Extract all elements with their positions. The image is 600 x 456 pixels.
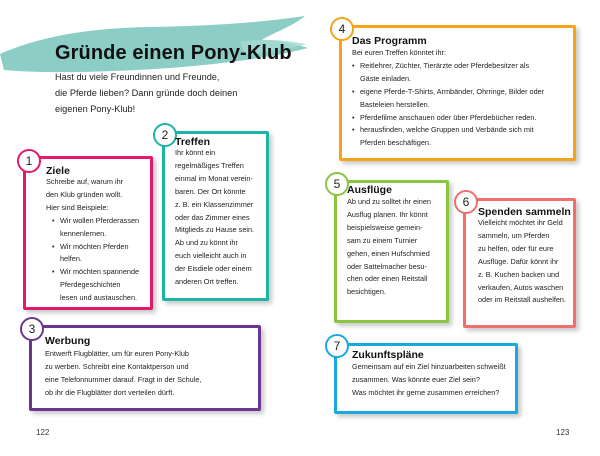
bullet-item	[354, 112, 574, 125]
text-line: • herausfinden, welche Gruppen und Verbände sich mit	[360, 125, 534, 135]
box-text	[46, 176, 156, 305]
box-title: Ausflüge	[347, 184, 392, 196]
text-line: Ihr könnt ein	[175, 148, 216, 157]
text-line: • Wir wollen Pferderassen	[60, 215, 140, 225]
text-line: helfen.	[60, 254, 82, 264]
text-line: Entwerft Flugblätter, um für euren Pony-Klub	[45, 349, 189, 358]
text-line: Gäste einladen.	[360, 73, 412, 83]
text-line: regelmäßiges Treffen	[175, 160, 244, 170]
box-ausfluege	[333, 177, 449, 323]
box-title: Werbung	[45, 335, 91, 347]
step-number-badge: 3	[20, 317, 44, 341]
text-line: ob ihr die Flugblätter dort verteilen dürft.	[45, 387, 175, 397]
box-text	[352, 47, 574, 150]
text-line: Schreibe auf, warum ihr	[46, 177, 124, 186]
text-line: Ab und zu solltet ihr einen	[347, 197, 431, 206]
page-title: Gründe einen Pony-Klub	[55, 42, 292, 64]
intro-line: Hast du viele Freundinnen und Freunde,	[55, 72, 220, 82]
bullet-item	[54, 215, 156, 241]
intro-line: die Pferde lieben? Dann gründe doch deinen	[55, 88, 238, 98]
text-line: Pferden beschäftigen.	[360, 138, 431, 148]
text-line: Ab und zu könnt ihr	[175, 238, 238, 248]
bullet-item	[354, 124, 574, 150]
box-text	[352, 361, 518, 400]
text-line: Pferdegeschichten	[60, 280, 121, 290]
text-line: zusammen. Was könnte euer Ziel sein?	[352, 374, 480, 384]
box-treffen	[161, 128, 269, 301]
box-title: Zukunftspläne	[352, 349, 424, 361]
box-programm	[338, 22, 576, 161]
text-line: Hier sind Beispiele:	[46, 202, 109, 212]
text-line: verkaufen, Autos waschen	[478, 282, 564, 292]
box-text	[478, 217, 576, 307]
text-line: Basteleien herstellen.	[360, 99, 430, 109]
text-line: oder Sattelmacher besu-	[347, 261, 427, 271]
text-line: anderen Ort treffen.	[175, 277, 239, 287]
page-number-right: 123	[556, 428, 570, 437]
text-line: besichtigen.	[347, 287, 386, 297]
text-line: zu werben. Schreibt eine Kontaktperson und	[45, 361, 189, 371]
text-line: beispielsweise gemein-	[347, 222, 423, 232]
bullet-item	[354, 86, 574, 112]
bullet-list	[352, 60, 574, 150]
step-number-badge: 2	[153, 123, 177, 147]
text-line: euch vielleicht auch in	[175, 251, 247, 261]
box-text	[45, 348, 260, 400]
box-spenden	[462, 195, 576, 328]
box-title: Spenden sammeln	[478, 206, 571, 218]
text-line: der Eisdiele oder einem	[175, 264, 252, 274]
step-number-badge: 1	[17, 149, 41, 173]
bullet-item	[54, 266, 156, 305]
box-title: Das Programm	[352, 35, 427, 47]
page-number-left: 122	[36, 428, 50, 437]
text-line: • Pferdefilme anschauen oder über Pferdebücher reden.	[360, 112, 537, 122]
step-number-badge: 4	[330, 17, 354, 41]
box-title: Treffen	[175, 136, 211, 148]
text-line: oder das Zimmer eines	[175, 212, 250, 222]
box-title: Ziele	[46, 165, 70, 177]
text-line: • Reitlehrer, Züchter, Tierärzte oder Pferdebesitzer als	[360, 60, 530, 70]
text-line: sam zu einem Turnier	[347, 235, 418, 245]
text-line: zu helfen, oder für eure	[478, 243, 554, 253]
box-text	[347, 196, 447, 299]
text-line: kennenlernen.	[60, 228, 107, 238]
text-line: den Klub gründen wollt.	[46, 189, 123, 199]
text-line: • eigene Pferde-T-Shirts, Armbänder, Ohrringe, Bilder oder	[360, 86, 545, 96]
text-line: Ausflüge. Dafür könnt ihr	[478, 256, 559, 266]
step-number-badge: 7	[325, 334, 349, 358]
text-line: Ausflug planen. Ihr könnt	[347, 209, 428, 219]
text-line: z. B. Kuchen backen und	[478, 269, 560, 279]
bullet-list	[46, 215, 156, 305]
text-line: baren. Der Ort könnte	[175, 186, 246, 196]
text-line: sammeln, um Pferden	[478, 230, 550, 240]
text-line: Vielleicht möchtet ihr Geld	[478, 218, 563, 227]
text-line: chen oder einen Reitstall	[347, 274, 428, 284]
intro-text	[55, 69, 285, 117]
box-zukunft	[333, 339, 518, 414]
intro-line: eigenen Pony-Klub!	[55, 104, 136, 114]
step-number-badge: 6	[454, 190, 478, 214]
text-line: • Wir möchten Pferden	[60, 241, 129, 251]
box-text	[175, 147, 269, 289]
text-line: Was möchtet ihr gerne zusammen erreichen?	[352, 387, 500, 397]
text-line: Mitglieds zu Hause sein.	[175, 225, 255, 235]
text-line: einmal im Monat verein-	[175, 173, 253, 183]
box-ziele	[23, 156, 153, 310]
step-number-badge: 5	[325, 172, 349, 196]
text-line: eine Telefonnummer darauf. Fragt in der Schule,	[45, 374, 202, 384]
box-werbung	[28, 322, 261, 411]
text-line: lesen und austauschen.	[60, 293, 138, 303]
text-line: • Wir möchten spannende	[60, 267, 140, 277]
text-line: Bei euren Treffen könntet ihr:	[352, 48, 446, 57]
text-line: oder im Reitstall aushelfen.	[478, 295, 567, 305]
bullet-item	[54, 241, 156, 267]
text-line: Gemeinsam auf ein Ziel hinzuarbeiten schweißt	[352, 362, 506, 371]
bullet-item	[354, 60, 574, 86]
text-line: z. B. ein Klassenzimmer	[175, 199, 254, 209]
text-line: gehen, einen Hufschmied	[347, 248, 430, 258]
